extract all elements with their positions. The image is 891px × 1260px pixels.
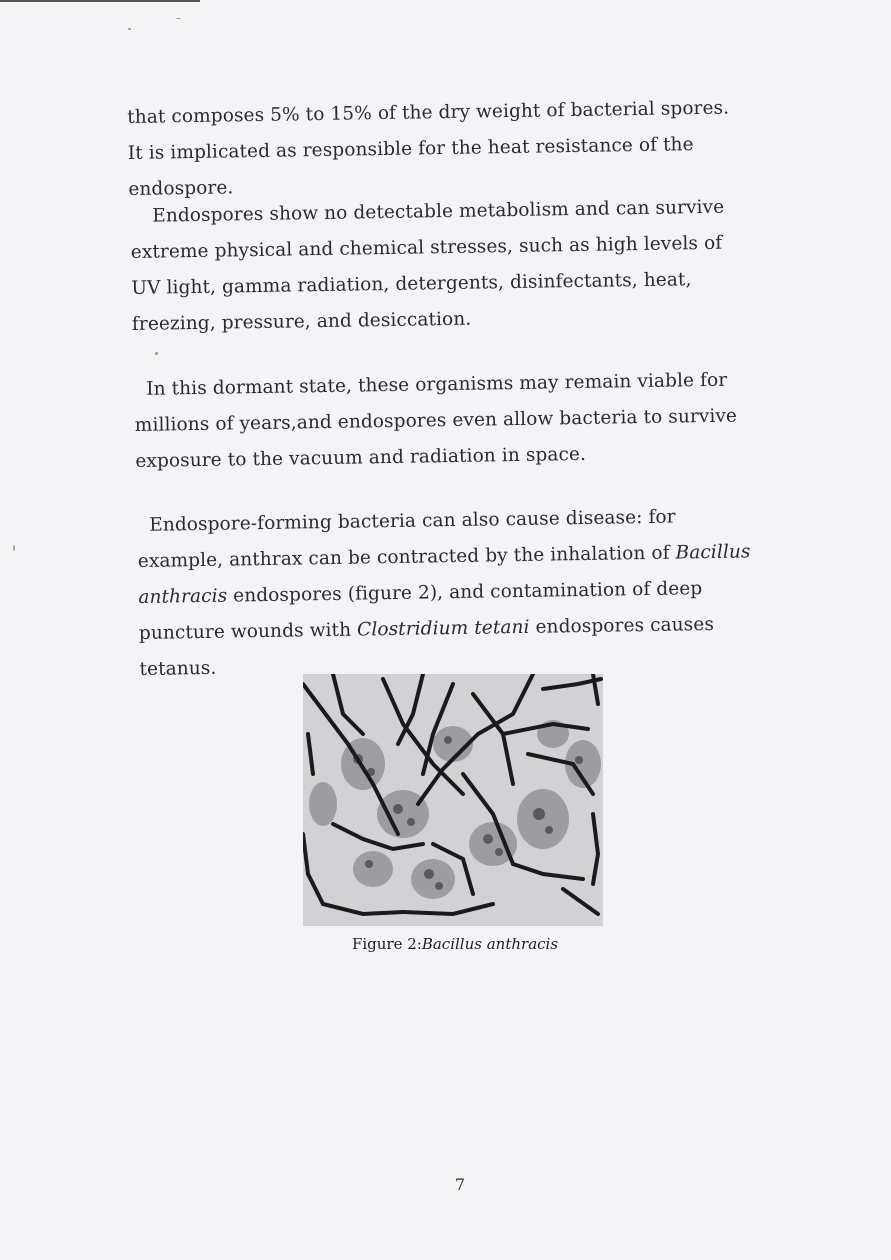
scan-speck	[128, 28, 131, 30]
figure-caption-prefix: Figure 2:	[351, 935, 422, 953]
scan-speck	[176, 18, 181, 19]
species-name: Bacillus anthracis	[138, 541, 751, 608]
text-run: Endospores show no detectable metabolism and can survive extreme physical and chemical stresses, such as high levels of UV light, gamma radiation, detergents, disinfectants, heat, freezing, pressure, and desiccation.	[130, 196, 725, 335]
species-name: Clostridium tetani	[356, 616, 530, 641]
scan-edge-mark	[0, 0, 200, 2]
figure-caption	[300, 935, 610, 953]
text-run: In this dormant state, these organisms may remain viable for millions of years,and endospores even allow bacteria to survive exposure to the vacuum and radiation in space.	[134, 369, 738, 472]
paragraph-3	[134, 362, 746, 480]
page-number: 7	[454, 1175, 466, 1194]
figure-caption-species: Bacillus anthracis	[421, 935, 559, 953]
text-run: endospores causes tetanus.	[139, 613, 715, 680]
text-run: that composes 5% to 15% of the dry weight of bacterial spores. It is implicated as responsible for the heat resistance of the endospore.	[127, 97, 730, 200]
scan-speck	[155, 352, 158, 355]
text-run: endospores (figure 2), and contamination of deep puncture wounds with	[138, 578, 703, 644]
scan-speck	[13, 545, 15, 551]
paragraph-2	[130, 189, 742, 343]
text-run: Endospore-forming bacteria can also cause disease: for example, anthrax can be contracted by the inhalation of	[137, 506, 676, 572]
bacillus-micrograph-image	[303, 674, 603, 926]
paragraph-4	[137, 498, 760, 688]
